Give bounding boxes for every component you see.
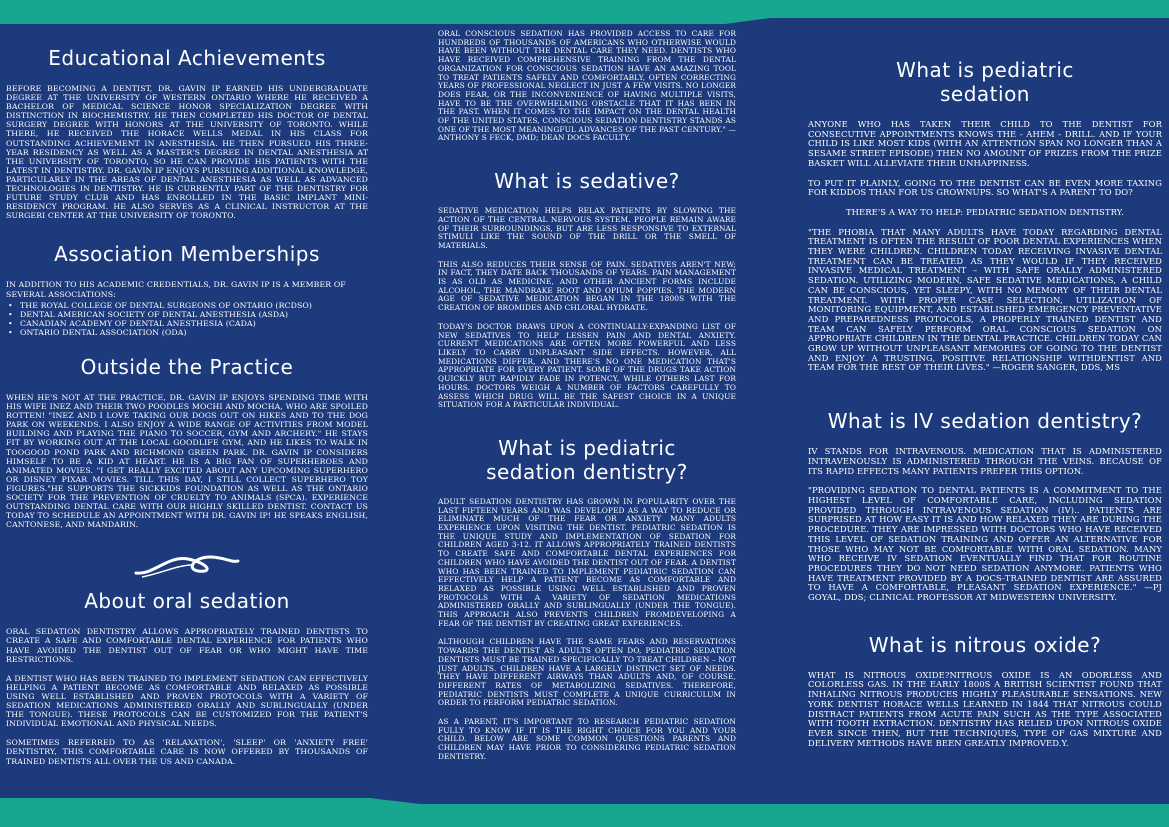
list-item: • DENTAL AMERICAN SOCIETY OF DENTAL ANESTHESIA (ASDA) [6, 310, 368, 319]
heading-educational-achievements: Educational Achievements [48, 46, 326, 70]
heading-iv-sedation-dentistry: What is IV sedation dentistry? [827, 409, 1143, 434]
heading-about-oral-sedation: About oral sedation [84, 589, 290, 614]
list-item: • CANADIAN ACADEMY OF DENTAL ANESTHESIA (CADA) [6, 319, 368, 328]
heading-association-memberships: Association Memberships [54, 242, 320, 267]
paragraph-oral-sedation-2: A DENTIST WHO HAS BEEN TRAINED TO IMPLEMENT SEDATION CAN EFFECTIVELY HELPING A PATIENT BECOME AS COMFORTABLE AND RELAXED AS POSSIBLE USING WELL ESTABLISHED AND PROVEN PROTOCOLS WITH A VARIETY OF SEDATION MEDICATIONS ADMINISTERED ORALLY AND SUBLINGUALLY (UNDER THE TONGUE). THESE PROTOCOLS CAN BE CUSTOMIZED FOR THE PATIENT'S INDIVIDUAL EMOTIONAL AND PHYSICAL NEEDS. [6, 673, 368, 729]
flourish-ornament-icon [132, 551, 242, 579]
list-item: • THE ROYAL COLLEGE OF DENTAL SURGEONS OF ONTARIO (RCDSO) [6, 301, 368, 310]
column-right [808, 30, 1162, 758]
column-middle [438, 30, 736, 772]
heading-what-is-sedative: What is sedative? [494, 169, 680, 194]
paragraph-education: BEFORE BECOMING A DENTIST, DR. GAVIN IP EARNED HIS UNDERGRADUATE DEGREE AT THE UNIVERSITY OF WESTERN ONTARIO WHERE HE RECEIVED A BACHELOR OF MEDICAL SCIENCE HONOR SPECIALIZATION DEGREE WITH DISTINCTION IN BIOCHEMISTRY. HE THEN COMPLETED HIS DOCTOR OF DENTAL SURGERY DEGREE WITH HONORS AT THE UNIVERSITY OF TORONTO. WHILE THERE, HE RECEIVED THE HORACE WELLS MEDAL IN HIS CLASS FOR OUTSTANDING ACHIEVEMENT IN ANESTHESIA. HE THEN PURSUED HIS THREE-YEAR RESIDENCY AS WELL AS A MASTER'S DEGREE IN DENTAL ANESTHESIA AT THE UNIVERSITY OF TORONTO, SO HE CAN PROVIDE HIS PATIENTS WITH THE LATEST IN DENTISTRY. DR. GAVIN IP ENJOYS PURSUING ADDITIONAL KNOWLEDGE, PARTICULARLY IN THE AREAS OF DENTAL ANESTHESIA AS WELL AS ADVANCED TECHNOLOGIES IN DENTISTRY. HE IS CURRENTLY PART OF THE DENTISTRY FOR FUTURE STUDY CLUB AND HAS ENROLLED IN THE BASIC IMPLANT MINI- RESIDENCY PROGRAM. HE ALSO SERVES AS A CLINICAL INSTRUCTOR AT THE SURGERI CENTER AT THE UNIVERSITY OF TORONTO. [6, 84, 368, 221]
column-left [6, 30, 368, 776]
paragraph-outside-practice: WHEN HE'S NOT AT THE PRACTICE, DR. GAVIN IP ENJOYS SPENDING TIME WITH HIS WIFE INEZ AND THEIR TWO POODLES MOCHI AND MOCHA, WHO ARE SPOILED ROTTEN! "INEZ AND I LOVE TAKING OUR DOGS OUT ON HIKES AND TO THE DOG PARK ON WEEKENDS. I ALSO ENJOY A WIDE RANGE OF ACTIVITIES FROM MODEL BUILDING AND PLAYING THE PIANO TO SOCCER, GYM AND ARCHERY." HE STAYS FIT BY WORKING OUT AT THE LOCAL GOODLIFE GYM, AND HE LIKES TO WALK IN TOOGOOD POND PARK AND RICHMOND GREEN PARK. DR. GAVIN IP CONSIDERS HIMSELF TO BE A KID AT HEART. HE IS A BIG FAN OF SUPERHEROES AND ANIMATED MOVIES. "I GET REALLY EXCITED ABOUT ANY UPCOMING SUPERHERO OR DISNEY PIXAR MOVIES. TILL THIS DAY, I STILL COLLECT SUPERHERO TOY FIGURES."HE SUPPORTS THE SICKKIDS FOUNDATION AS WELL AS THE ONTARIO SOCIETY FOR THE PREVENTION OF CRUELTY TO ANIMALS (SPCA). EXPERIENCE OUTSTANDING DENTAL CARE WITH OUR HIGHLY SKILLED DENTIST. CONTACT US TODAY TO SCHEDULE AN APPOINTMENT WITH DR. GAVIN IP! HE SPEAKS ENGLISH, CANTONESE, AND MANDARIN. [6, 392, 368, 530]
paragraph-iv-1: IV STANDS FOR INTRAVENOUS. MEDICATION THAT IS ADMINISTERED INTRAVENOUSLY IS ADMINISTERED THROUGH THE VEINS. BECAUSE OF ITS RAPID EFFECTS MANY PATIENTS PREFER THIS OPTION. [808, 446, 1162, 476]
paragraph-pediatric-1: ADULT SEDATION DENTISTRY HAS GROWN IN POPULARITY OVER THE LAST FIFTEEN YEARS AND WAS DEVELOPED AS A WAY TO REDUCE OR ELIMINATE MUCH OF THE FEAR OR ANXIETY MANY ADULTS EXPERIENCE UPON VISITING THE DENTIST. PEDIATRIC SEDATION IS THE UNIQUE STUDY AND IMPLEMENTATION OF SEDATION FOR CHILDREN AGED 3-12. IT ALLOWS APPROPRIATELY TRAINED DENTISTS TO CREATE SAFE AND COMFORTABLE DENTAL EXPERIENCES FOR CHILDREN WHO HAVE AVOIDED THE DENTIST OUT OF FEAR. A DENTIST WHO HAS BEEN TRAINED TO IMPLEMENT PEDIATRIC SEDATION CAN EFFECTIVELY HELP A PATIENT BECOME AS COMFORTABLE AND RELAXED AS POSSIBLE USING WELL ESTABLISHED AND PROVEN PROTOCOLS WITH A VARIETY OF SEDATION MEDICATIONS ADMINISTERED ORALLY AND SUBLINGUALLY (UNDER THE TONGUE). THIS APPROACH ALSO PREVENTS CHILDREN FROMDEVELOPING A FEAR OF THE DENTIST BY CREATING GREAT EXPERIENCES. [438, 496, 736, 628]
paragraph-ps-4: "THE PHOBIA THAT MANY ADULTS HAVE TODAY REGARDING DENTAL TREATMENT IS OFTEN THE RESULT OF POOR DENTAL EXPERIENCES WHEN THEY WERE CHILDREN. CHILDREN TODAY RECEIVING INVASIVE DENTAL TREATMENT CAN BE TREATED AS THEY WOULD IF THEY RECEIVED INVASIVE MEDICAL TREATMENT – WITH SAFE ORALLY ADMINISTERED SEDATION. UTILIZING MODERN, SAFE SEDATIVE MEDICATIONS, A CHILD CAN BE CONSCIOUS, YET SLEEPY, WITH NO MEMORY OF THEIR DENTAL TREATMENT. WITH PROPER CASE SELECTION, UTILIZATION OF MONITORING EQUIPMENT, AND ESTABLISHED EMERGENCY PREVENTATIVE AND PREPAREDNESS PROTOCOLS, A PROPERLY TRAINED DENTIST AND TEAM CAN SAFELY PERFORM ORAL CONSCIOUS SEDATION ON APPROPRIATE CHILDREN IN THE DENTAL PRACTICE. CHILDREN TODAY CAN GROW UP WITHOUT UNPLEASANT MEMORIES OF GOING TO THE DENTIST AND ENJOY A TRUSTING, POSITIVE RELATIONSHIP WITHDENTIST AND TEAM FOR THE REST OF THEIR LIVES." —ROGER SANGER, DDS, MS [808, 226, 1162, 373]
paragraph-sedative-1: SEDATIVE MEDICATION HELPS RELAX PATIENTS BY SLOWING THE ACTION OF THE CENTRAL NERVOUS SYSTEM. PEOPLE REMAIN AWARE OF THEIR SURROUNDINGS, BUT ARE LESS RESPONSIVE TO EXTERNAL STIMULI LIKE THE SOUND OF THE DRILL OR THE SMELL OF MATERIALS. [438, 206, 736, 250]
paragraph-oral-sedation-1: ORAL SEDATION DENTISTRY ALLOWS APPROPRIATELY TRAINED DENTISTS TO CREATE A SAFE AND COMFORTABLE DENTAL EXPERIENCE FOR PATIENTS WHO HAVE AVOIDED THE DENTIST OUT OF FEAR OR WHO MIGHT HAVE TIME RESTRICTIONS. [6, 627, 368, 664]
heading-what-is-pediatric-sedation: What is pediatric sedation [896, 58, 1074, 106]
paragraph-pediatric-2: ALTHOUGH CHILDREN HAVE THE SAME FEARS AND RESERVATIONS TOWARDS THE DENTIST AS ADULTS OFTEN DO, PEDIATRIC SEDATION DENTISTS MUST BE TRAINED SPECIFICALLY TO TREAT CHILDREN – NOT JUST ADULTS. CHILDREN HAVE A LARGELY DISTINCT SET OF NEEDS. THEY HAVE DIFFERENT AIRWAYS THAN ADULTS AND, OF COURSE, DIFFERENT RATES OF METABOLIZING SEDATIVES. THEREFORE, PEDIATRIC DENTISTS MUST COMPLETE A UNIQUE CURRICULUM IN ORDER TO PERFORM PEDIATRIC SEDATION. [438, 637, 736, 708]
paragraph-pediatric-3: AS A PARENT, IT'S IMPORTANT TO RESEARCH PEDIATRIC SEDATION FULLY TO KNOW IF IT IS THE RIGHT CHOICE FOR YOU AND YOUR CHILD. BELOW ARE SOME COMMON QUESTIONS PARENTS AND CHILDREN MAY HAVE PRIOR TO CONSIDERING PEDIATRIC SEDATION DENTISTRY. [438, 717, 736, 761]
paragraph-iv-2: "PROVIDING SEDATION TO DENTAL PATIENTS IS A COMMITMENT TO THE HIGHEST LEVEL OF COMFORTABLE CARE, INCLUDING SEDATION PROVIDED THROUGH INTRAVENOUS SEDATION (IV).. PATIENTS ARE SURPRISED AT HOW EASY IT IS AND HOW RELAXED THEY ARE DURING THE PROCEDURE. THEY ARE IMPRESSED WITH DOCTORS WHO HAVE RECEIVED THIS LEVEL OF SEDATION TRAINING AND OFFER AN ALTERNATIVE FOR THOSE WHO MAY NOT BE COMFORTABLE WITH ORAL SEDATION. MANY WHO RECEIVE IV SEDATION EVENTUALLY FIND THAT FOR ROUTINE PROCEDURES THEY DO NOT NEED SEDATION ANYMORE. PATIENTS WHO HAVE TREATMENT PROVIDED BY A DOCS-TRAINED DENTIST ARE ASSURED TO HAVE A COMFORTABLE, PLEASANT SEDATION EXPERIENCE." —PJ GOYAL, DDS; CLINICAL PROFESSOR AT MIDWESTERN UNIVERSITY. [808, 485, 1162, 603]
heading-pediatric-sedation-dentistry: What is pediatric sedation dentistry? [486, 435, 688, 484]
list-item: • ONTARIO DENTAL ASSOCIATION (ODA) [6, 328, 368, 337]
paragraph-nitrous-oxide: WHAT IS NITROUS OXIDE?NITROUS OXIDE IS AN ODORLESS AND COLORLESS GAS. IN THE EARLY 1800S A BRITISH SCIENTIST FOUND THAT INHALING NITROUS PRODUCES HIGHLY PLEASURABLE SENSATIONS. NEW YORK DENTIST HORACE WELLS LEARNED IN 1844 THAT NITROUS COULD DISTRACT PATIENTS FROM ACUTE PAIN SUCH AS THE TYPE ASSOCIATED WITH TOOTH EXTRACTION. DENTISTRY HAS RELIED UPON NITROUS OXIDE EVER SINCE THEN, BUT THE TECHNIQUES, TYPE OF GAS MIXTURE AND DELIVERY METHODS HAVE BEEN GREATLY IMPROVED.Y. [808, 669, 1162, 748]
heading-outside-practice: Outside the Practice [80, 354, 294, 379]
paragraph-intro-quote: ORAL CONSCIOUS SEDATION HAS PROVIDED ACCESS TO CARE FOR HUNDREDS OF THOUSANDS OF AMERICANS WHO OTHERWISE WOULD HAVE BEEN WITHOUT THE DENTAL CARE THEY NEED. DENTISTS WHO HAVE RECEIVED COMPREHENSIVE TRAINING FROM THE DENTAL ORGANIZATION FOR CONSCIOUS SEDATION HAVE AN AMAZING TOOL TO TREAT PATIENTS SAFELY AND COMFORTABLY, OFTEN CORRECTING YEARS OF PROFESSIONAL NEGLECT IN JUST A FEW VISITS. NO LONGER DOES FEAR, OR THE INCONVENIENCE OF HAVING MULTIPLE VISITS, HAVE TO BE THE OVERWHELMING OBSTACLE THAT IT HAS BEEN IN THE PAST. WHEN IT COMES TO THE IMPACT ON THE DENTAL HEALTH OF THE UNITED STATES, CONSCIOUS SEDATION DENTISTRY STANDS AS ONE OF THE MOST MEANINGFUL ADVANCES OF THE PAST CENTURY." —ANTHONY S FECK, DMD; DEAN DOCS FACULTY. [438, 29, 736, 143]
paragraph-sedative-2: THIS ALSO REDUCES THEIR SENSE OF PAIN. SEDATIVES AREN'T NEW; IN FACT, THEY DATE BACK THOUSANDS OF YEARS. PAIN MANAGEMENT IS AS OLD AS MEDICINE, AND OTHER ANCIENT FORMS INCLUDE ALCOHOL, THE MANDRAKE ROOT AND OPIUM POPPIES. THE MODERN AGE OF SEDATIVE MEDICATION BEGAN IN THE 1800S WITH THE CREATION OF BROMIDES AND CHLORAL HYDRATE. [438, 259, 736, 313]
heading-what-is-nitrous-oxide: What is nitrous oxide? [868, 632, 1102, 657]
paragraph-ps-2: TO PUT IT PLAINLY, GOING TO THE DENTIST CAN BE EVEN MORE TAXING FOR KIDDOS THAN FOR US GROWNUPS. SO WHAT'S A PARENT TO DO? [808, 177, 1162, 198]
paragraph-ps-3: THERE'S A WAY TO HELP: PEDIATRIC SEDATION DENTISTRY. [845, 206, 1125, 217]
bottom-band-shape [0, 770, 1169, 827]
association-list [6, 301, 368, 337]
paragraph-oral-sedation-3: SOMETIMES REFERRED TO AS 'RELAXATION', 'SLEEP' OR 'ANXIETY FREE' DENTISTRY, THIS COMFORTABLE CARE IS NOW OFFERED BY THOUSANDS OF TRAINED DENTISTS ALL OVER THE US AND CANADA. [6, 738, 368, 766]
paragraph-sedative-3: TODAY'S DOCTOR DRAWS UPON A CONTINUALLY-EXPANDING LIST OF NEW SEDATIVES TO HELP LESSEN PAIN AND DENTAL ANXIETY. CURRENT MEDICATIONS ARE OFTEN MORE POWERFUL AND LESS LIKELY TO CARRY UNPLEASANT SIDE EFFECTS. HOWEVER, ALL MEDICATIONS DIFFER, AND THERE'S NO ONE MEDICATION THAT'S APPROPRIATE FOR EVERY PATIENT. SOME OF THE DRUGS TAKE ACTION QUICKLY BUT RAPIDLY FADE IN POTENCY, WHILE OTHERS LAST FOR HOURS. DOCTORS WEIGH A NUMBER OF FACTORS CAREFULLY TO ASSESS WHICH DRUG WILL BE THE SAFEST CHOICE IN A UNIQUE SITUATION FOR A PARTICULAR INDIVIDUAL. [438, 321, 736, 410]
paragraph-association-intro: IN ADDITION TO HIS ACADEMIC CREDENTIALS, DR. GAVIN IP IS A MEMBER OF SEVERAL ASSOCIATIONS: [6, 280, 346, 299]
paragraph-ps-1: ANYONE WHO HAS TAKEN THEIR CHILD TO THE DENTIST FOR CONSECUTIVE APPOINTMENTS KNOWS THE - AHEM - DRILL. AND IF YOUR CHILD IS LIKE MOST KIDS (WITH AN ATTENTION SPAN NO LONGER THAN A SESAME STREET EPISODE) THEN NO AMOUNT OF PRIZES FROM THE PRIZE BASKET WILL ALLEVIATE THEIR UNHAPPINESS. [808, 119, 1162, 168]
